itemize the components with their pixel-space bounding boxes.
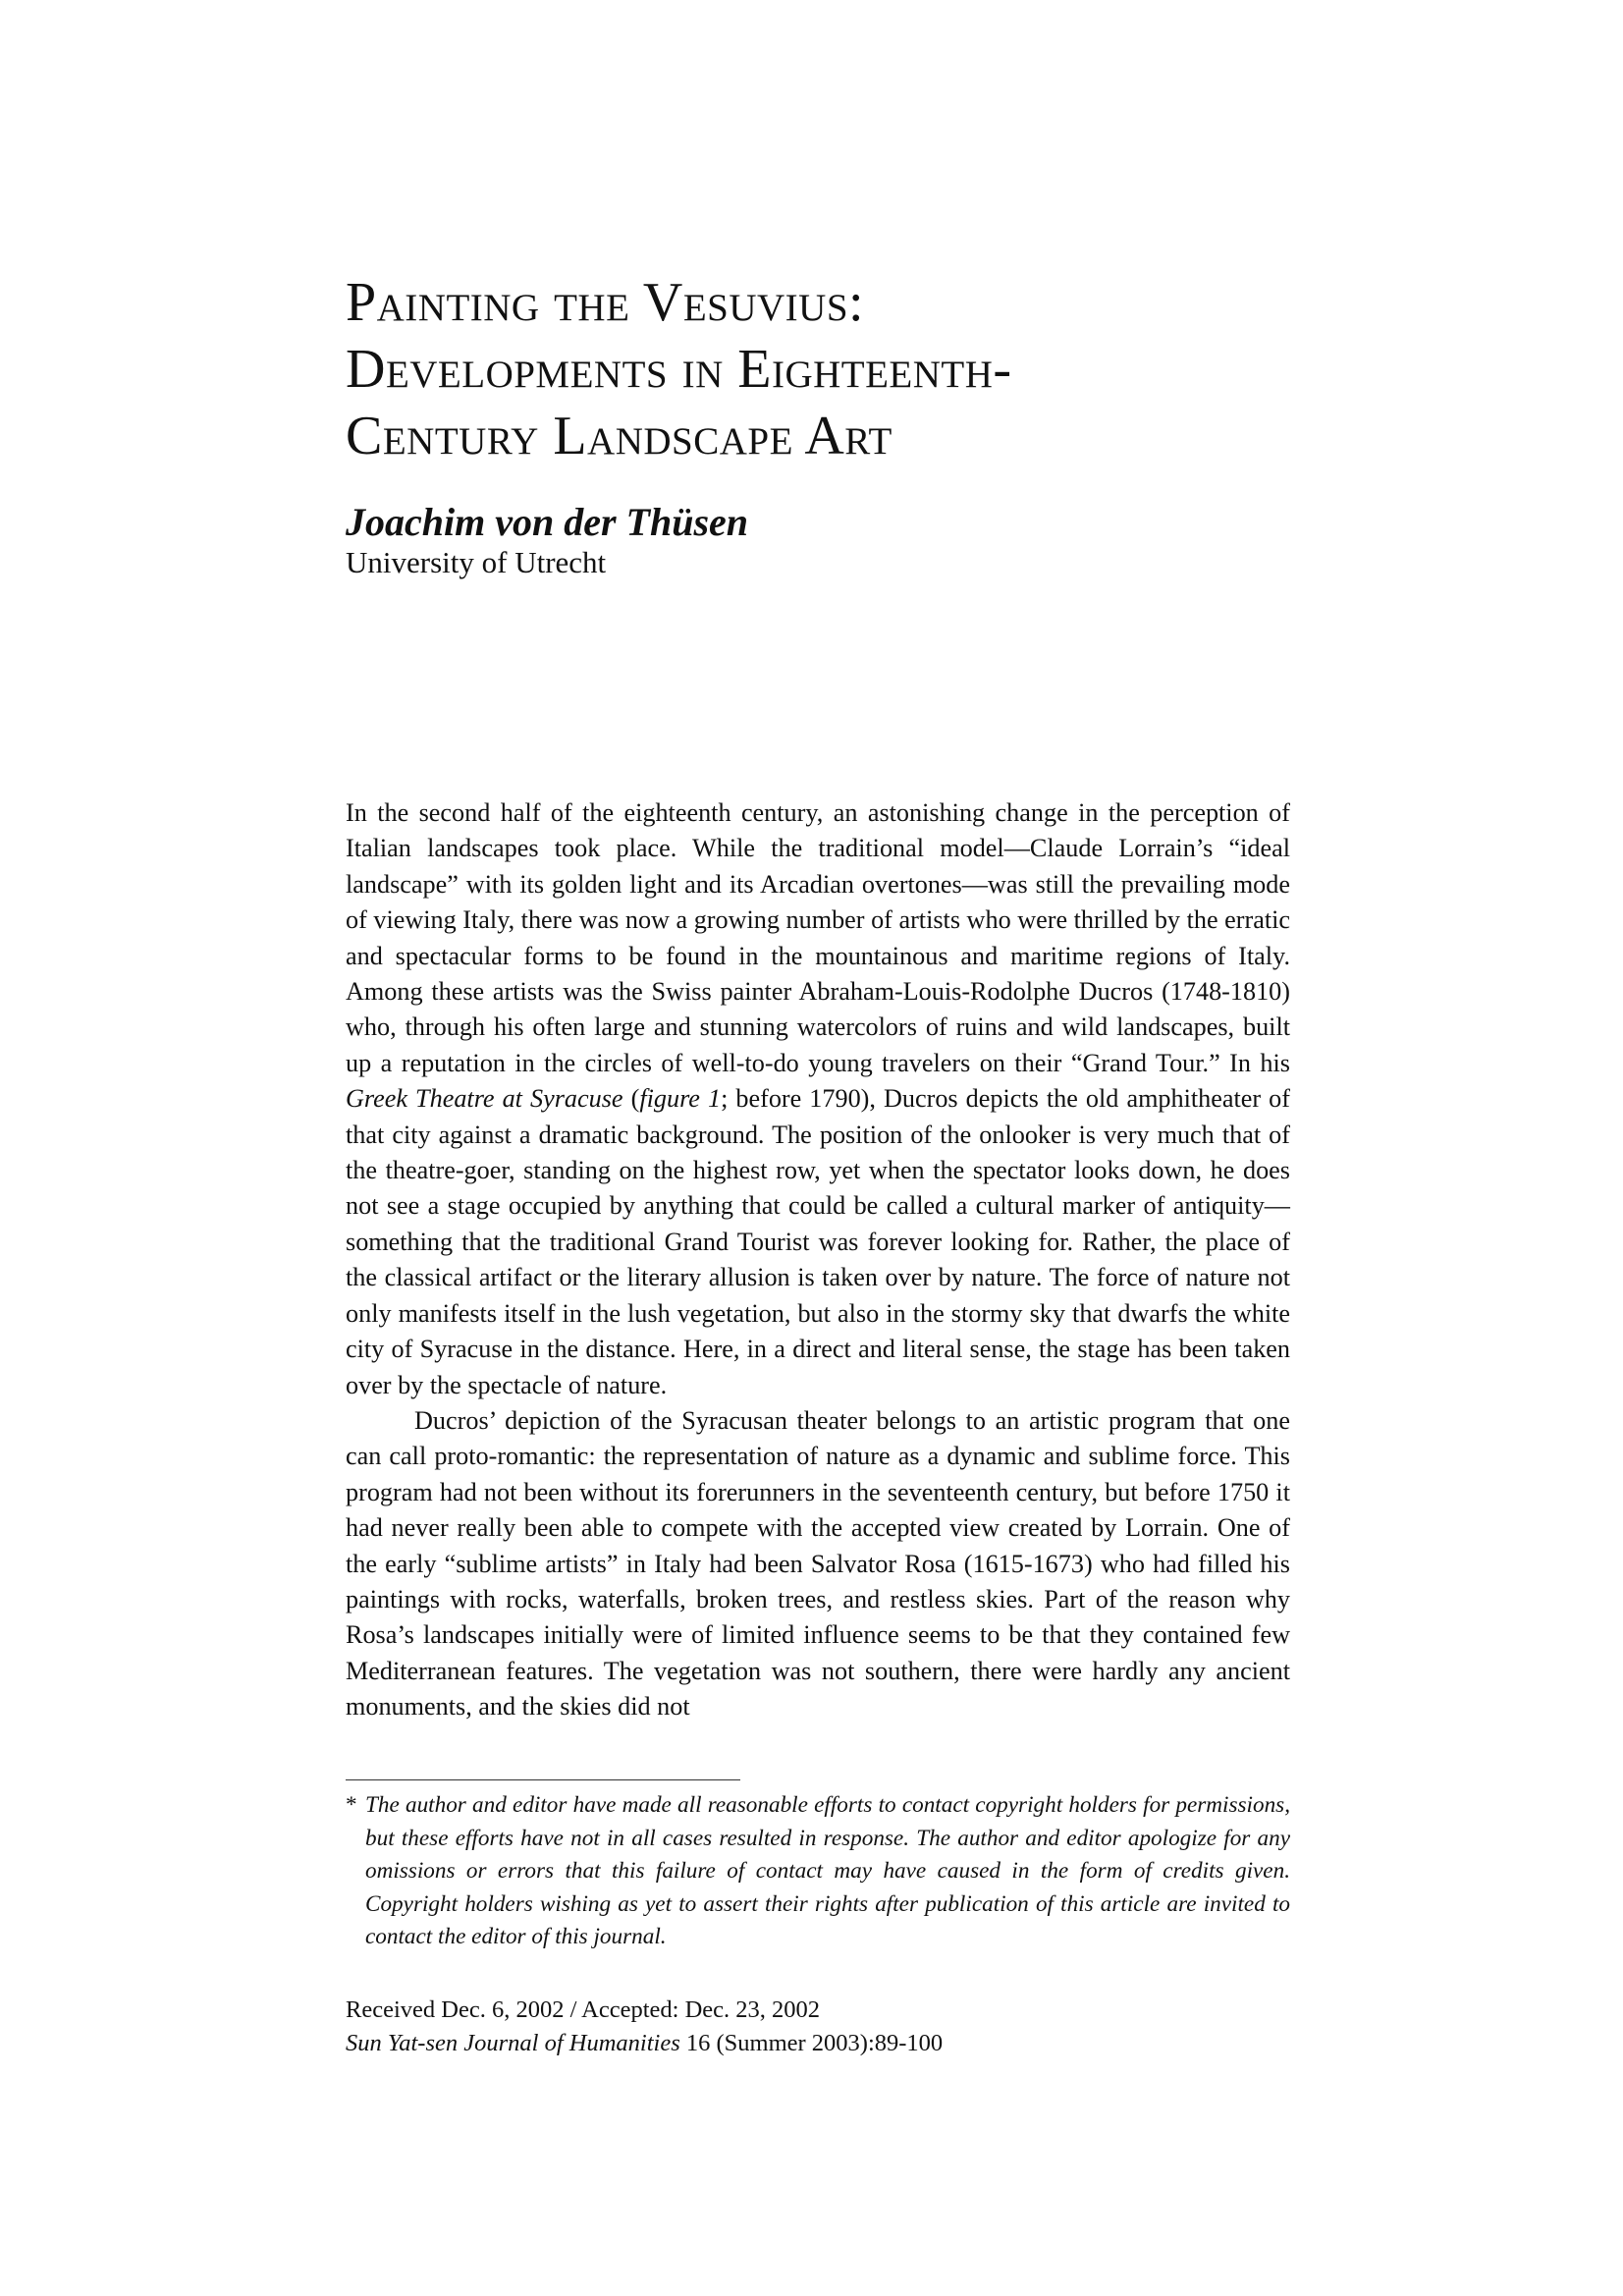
paragraph-1-text-b: ( <box>622 1084 640 1114</box>
journal-name: Sun Yat-sen Journal of Humanities <box>346 2030 680 2056</box>
title-line-1: Painting the Vesuvius: <box>346 272 865 333</box>
title-line-2: Developments in Eighteenth- <box>346 339 1012 400</box>
paragraph-1-text-a: In the second half of the eighteenth century, an astonishing change in the perception of Italian landscapes took place. While the traditional model—Claude Lorrain’s “ideal landscape” with its golden light and its Arcadian overtones—was still the prevailing mode of viewing Italy, there was now a growing number of artists who were thrilled by the erratic and spectacular forms to be found in the mountainous and maritime regions of Italy. Among these artists was the Swiss painter Abraham-Louis-Rodolphe Ducros (1748-1810) who, through his often large and stunning watercolors of ruins and wild landscapes, built up a reputation in the circles of well-to-do young travelers on their “Grand Tour.” In his <box>346 798 1290 1077</box>
body-paragraph-2: Ducros’ depiction of the Syracusan theater belongs to an artistic program that one can call proto-romantic: the representation of nature as a dynamic and sublime force. This program had not been without its forerunners in the seventeenth century, but before 1750 it had never really been able to compete with the accepted view created by Lorrain. One of the early “sublime artists” in Italy had been Salvator Rosa (1615-1673) who had filled his paintings with rocks, waterfalls, broken trees, and restless skies. Part of the reason why Rosa’s landscapes initially were of limited influence seems to be that they contained few Mediterranean features. The vegetation was not southern, there were hardly any ancient monuments, and the skies did not <box>346 1405 1290 1722</box>
paragraph-1-text-c: ; before 1790), Ducros depicts the old amphitheater of that city against a dramatic background. The position of the onlooker is very much that of the theatre-goer, standing on the highest row, yet when the spectator looks down, he does not see a stage occupied by anything that could be called a cultural marker of antiquity—something that the traditional Grand Tourist was forever looking for. Rather, the place of the classical artifact or the literary allusion is taken over by nature. The force of nature not only manifests itself in the lush vegetation, but also in the stormy sky that dwarfs the white city of Syracuse in the distance. Here, in a direct and literal sense, the stage has been taken over by the spectacle of nature. <box>346 1084 1290 1399</box>
artwork-title: Greek Theatre at Syracuse <box>346 1084 623 1114</box>
footnote-text: The author and editor have made all reasonable efforts to contact copyright holders for permissions, but these efforts have not in all cases resulted in response. The author and editor apologize for any omissions or errors that this failure of contact may have caused in the form of credits given. Copyright holders wishing as yet to assert their rights after publication of this article are invited to contact the editor of this journal. <box>365 1792 1290 1949</box>
footnote-divider <box>346 1779 740 1780</box>
article-title <box>346 269 1327 469</box>
title-line-3: Century Landscape Art <box>346 406 893 466</box>
journal-citation <box>346 2027 943 2060</box>
footnote <box>346 1789 1290 1954</box>
figure-reference: figure 1 <box>639 1084 722 1114</box>
body-paragraph-1 <box>346 795 1290 1403</box>
article-body <box>346 795 1290 1725</box>
footnote-mark: * <box>346 1792 357 1818</box>
author-name: Joachim von der Thüsen <box>346 500 749 544</box>
journal-details: 16 (Summer 2003):89-100 <box>679 2030 944 2056</box>
received-accepted-dates: Received Dec. 6, 2002 / Accepted: Dec. 23, 2002 <box>346 1996 821 2023</box>
author-affiliation: University of Utrecht <box>346 545 607 579</box>
